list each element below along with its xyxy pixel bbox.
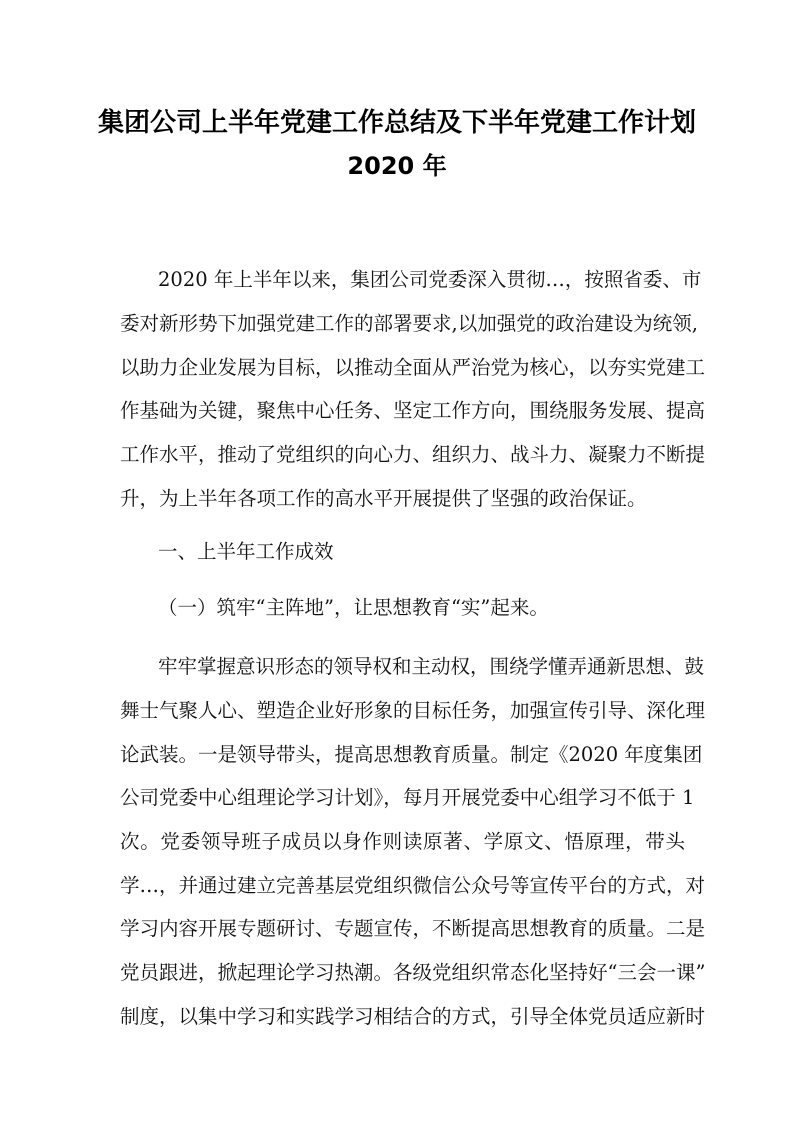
- paragraph1-line: 工作水平，推动了党组织的向心力、组织力、战斗力、凝聚力不断提: [120, 443, 706, 466]
- paragraph1-line: 委对新形势下加强党建工作的部署要求,以加强党的政治建设为统领,: [120, 312, 698, 335]
- paragraph2-line: 党员跟进，掀起理论学习热潮。各级党组织常态化坚持好“三会一课”: [120, 961, 706, 984]
- subsection-heading: （一）筑牢“主阵地”，让思想教育“实”起来。: [158, 596, 549, 619]
- paragraph1-line: 2020 年上半年以来，集团公司党委深入贯彻…，按照省委、市: [158, 268, 702, 291]
- paragraph1-line: 升，为上半年各项工作的高水平开展提供了坚强的政治保证。: [120, 487, 647, 510]
- paragraph2-line: 制度，以集中学习和实践学习相结合的方式，引导全体党员适应新时: [120, 1005, 706, 1028]
- paragraph2-line: 学…，并通过建立完善基层党组织微信公众号等宣传平台的方式，对: [120, 874, 706, 897]
- paragraph2-line: 次。党委领导班子成员以身作则读原著、学原文、悟原理，带头: [120, 830, 685, 853]
- paragraph1-line: 作基础为关键，聚焦中心任务、坚定工作方向，围绕服务发展、提高: [120, 399, 706, 422]
- paragraph2-line: 论武装。一是领导带头，提高思想教育质量。制定《2020 年度集团: [120, 743, 703, 766]
- paragraph1-line: 以助力企业发展为目标，以推动全面从严治党为核心，以夯实党建工: [120, 356, 706, 379]
- paragraph2-line: 舞士气聚人心、塑造企业好形象的目标任务，加强宣传引导、深化理: [120, 699, 706, 722]
- document-title: 集团公司上半年党建工作总结及下半年党建工作计划: [97, 108, 696, 138]
- paragraph2-line: 公司党委中心组理论学习计划》，每月开展党委中心组学习不低于 1: [120, 786, 695, 809]
- section-heading: 一、上半年工作成效: [158, 540, 334, 563]
- paragraph2-line: 学习内容开展专题研讨、专题宣传，不断提高思想教育的质量。二是: [120, 917, 706, 940]
- document-title-year: 2020 年: [347, 152, 447, 180]
- paragraph2-line: 牢牢掌握意识形态的领导权和主动权，围绕学懂弄通新思想、鼓: [158, 655, 705, 678]
